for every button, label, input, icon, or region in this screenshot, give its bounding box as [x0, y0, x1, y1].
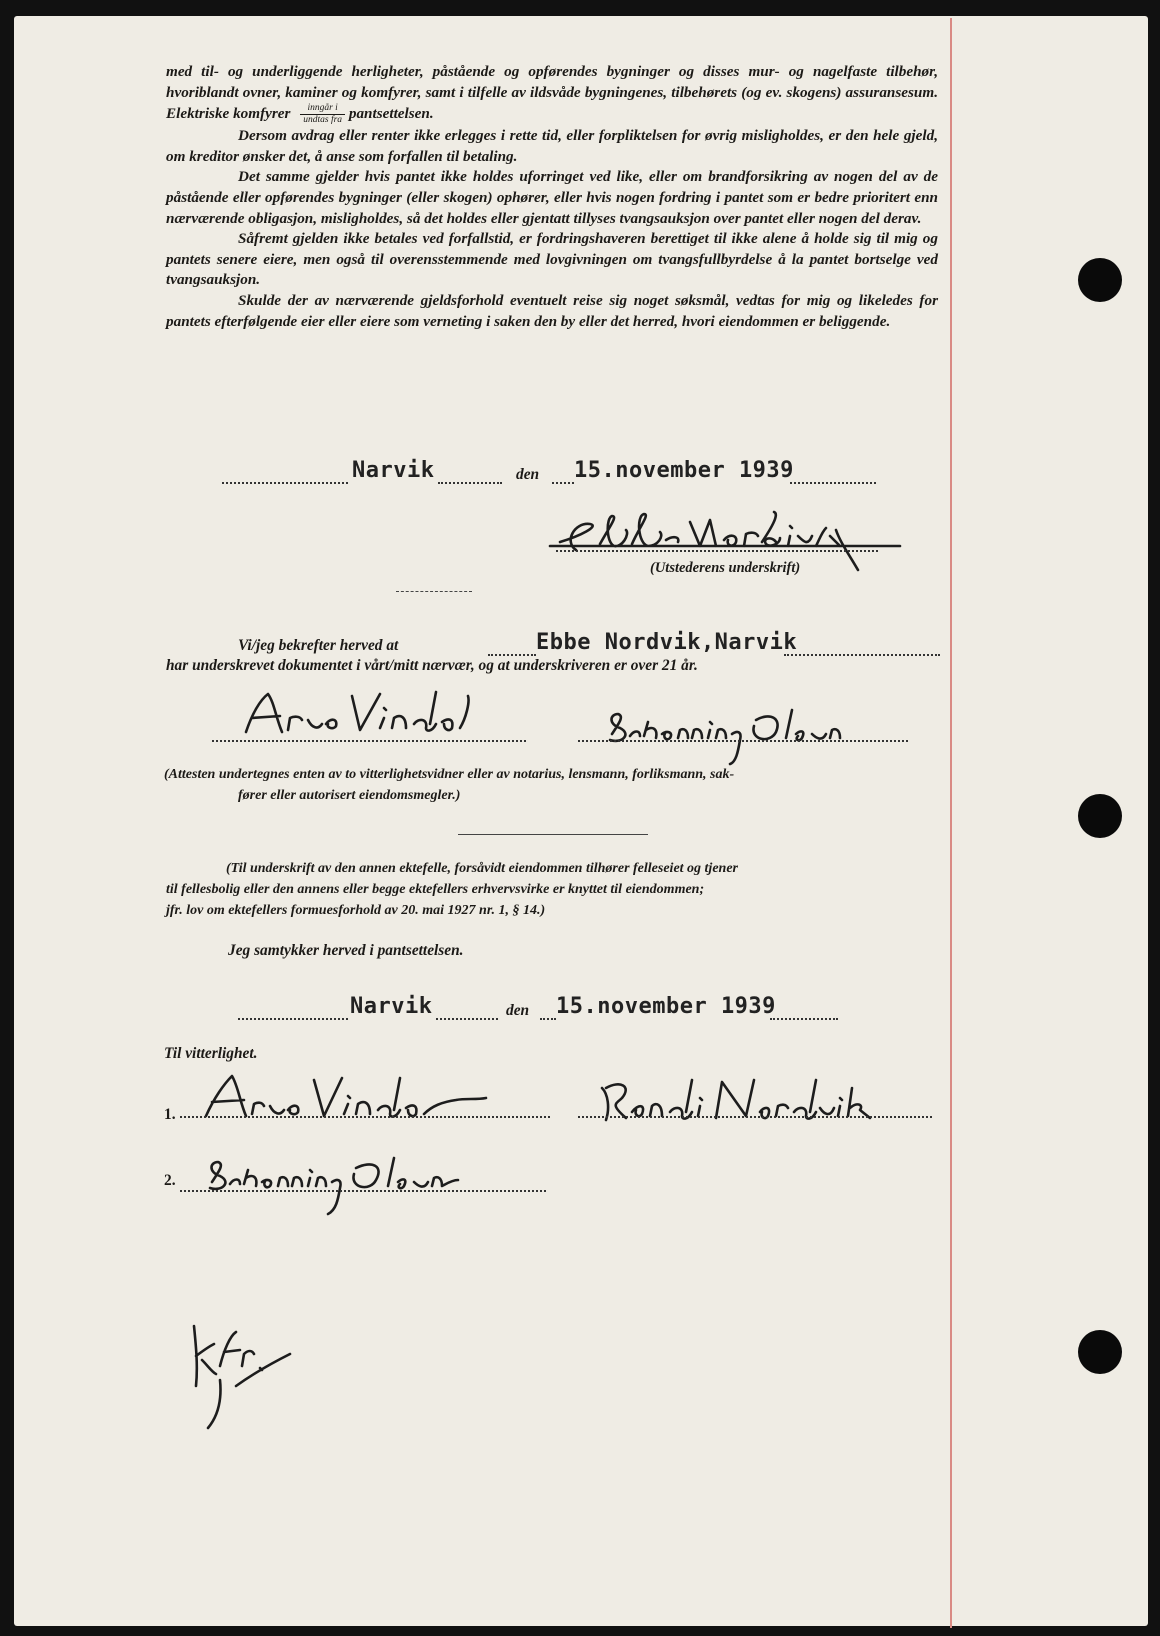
place-1: Narvik [352, 458, 435, 483]
date-1: 15.november 1939 [574, 458, 794, 483]
paragraph-maintenance: Det samme gjelder hvis pantet ikke holdes uforringet ved like, eller om brandforsikring av nogen del av de påstående eller opførendes bygninger (eller skogen) ophører, eller hvis nogen fordring i pantet som er bedre prioritert enn nærværende obligasjon, misligholdes, så det holdes eller gjentatt tillyses tvangsauksjon over pantet eller nogen del derav. [166, 168, 938, 227]
punch-hole-bottom [1078, 1330, 1122, 1374]
witness-number-1: 1. [164, 1106, 176, 1123]
paragraph-auction: Såfremt gjelden ikke betales ved forfallstid, er fordringshaveren berettiget til ikke alene å holde sig til mig og pantets senere eiere, men også til overensstemmende med lovgivningen om tvangsfullbyrdelse å la pantet bortselge ved tvangsauksjon. [166, 230, 938, 289]
den-label-2: den [506, 1002, 530, 1019]
spouse-note-3: jfr. lov om ektefellers formuesforhold av 20. mai 1927 nr. 1, § 14.) [166, 903, 546, 918]
paragraph-venue: Skulde der av nærværende gjeldsforhold eventuelt reise sig noget søksmål, vedtas for mig og likeledes for pantets efterfølgende eier eller eiere som verneting i saken den by eller det herred, hvori eiendommen er beliggende. [166, 291, 938, 330]
dotted-line [790, 482, 876, 484]
dotted-line [578, 1116, 932, 1118]
separator-long [458, 834, 648, 835]
confirm-name: Ebbe Nordvik,Narvik [536, 630, 798, 655]
date-2: 15.november 1939 [556, 994, 776, 1019]
dotted-line [770, 1018, 838, 1020]
den-label-1: den [516, 466, 540, 483]
witness-number-2: 2. [164, 1172, 176, 1189]
attest-note-2: fører eller autorisert eiendomsmegler.) [238, 788, 461, 803]
paragraph-assets: med til- og underliggende herligheter, påstående og opførendes bygninger og disses mur- og nagelfaste tilbehør, hvoriblandt ovner, kaminer og komfyrer, samt i tilfelle av ildsvåde bygningenes, tilbehørets (og ev. skogens) assuransesum. Elektriske komfyrer $\frac{\text{inngår i}}{\text{undtas fra}}$ pantsettelsen. [166, 63, 938, 126]
confirm-prefix: Vi/jeg bekrefter herved at [238, 637, 399, 654]
dotted-line [438, 482, 502, 484]
dotted-line [488, 654, 536, 656]
dotted-line [552, 482, 574, 484]
dotted-line [578, 740, 908, 742]
dotted-line [180, 1190, 546, 1192]
inngar-undtas-fraction: $\frac{\text{inngår i}}{\text{undtas fra}}$ [300, 103, 345, 126]
dotted-line [222, 482, 348, 484]
til-vitterlighet-label: Til vitterlighet. [164, 1045, 258, 1062]
dotted-line [212, 740, 526, 742]
issuer-caption: (Utstederens underskrift) [650, 560, 801, 576]
spouse-note-2: til fellesbolig eller den annens eller begge ektefellers erhvervsvirke er knyttet til eiendommen; [166, 882, 705, 897]
dotted-line [540, 1018, 556, 1020]
dotted-line [180, 1116, 550, 1118]
vitness-2-signature [200, 1150, 520, 1220]
dotted-line [784, 654, 940, 656]
punch-hole-top [1078, 258, 1122, 302]
paragraph-default: Dersom avdrag eller renter ikke erlegges i rette tid, eller forpliktelsen for øvrig misligholdes, er den hele gjeld, om kreditor ønsker det, å anse som forfallen til betaling. [166, 127, 938, 165]
margin-rule [950, 18, 952, 1628]
mortgage-terms-text [166, 62, 938, 332]
confirm-line-2: har underskrevet dokumentet i vårt/mitt nærvær, og at underskriveren er over 21 år. [166, 657, 698, 674]
consent-text: Jeg samtykker herved i pantsettelsen. [228, 942, 464, 959]
attest-note-1: (Attesten undertegnes enten av to vitterlighetsvidner eller av notarius, lensmann, forliksmann, sak- [164, 767, 735, 782]
dotted-line [556, 550, 878, 552]
witness-signature-2 [600, 700, 900, 770]
spouse-note-1: (Til underskrift av den annen ektefelle, forsåvidt eiendommen tilhører felleseiet og tjener [226, 861, 738, 876]
spouse-signature [592, 1074, 932, 1146]
witness-signature-1 [230, 688, 530, 748]
vitness-1-signature [196, 1072, 516, 1132]
punch-hole-middle [1078, 794, 1122, 838]
separator-short [396, 590, 472, 592]
place-2: Narvik [350, 994, 433, 1019]
dotted-line [238, 1018, 348, 1020]
dotted-line [436, 1018, 498, 1020]
initials-signature [180, 1316, 310, 1436]
